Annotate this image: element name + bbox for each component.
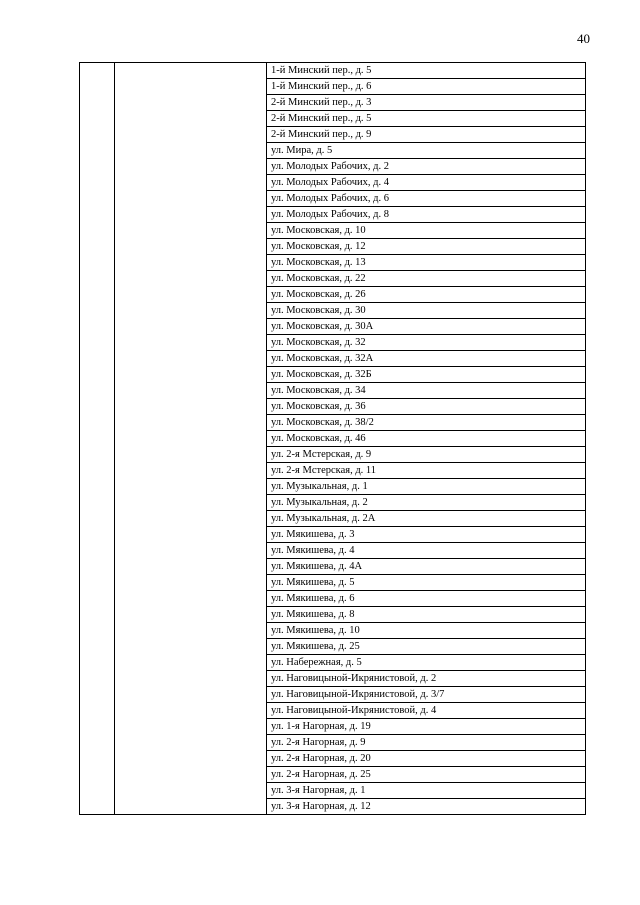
address-cell: ул. 1-я Нагорная, д. 19 (267, 719, 586, 735)
address-cell: ул. 2-я Нагорная, д. 25 (267, 767, 586, 783)
address-cell: ул. Мякишева, д. 6 (267, 591, 586, 607)
address-cell: ул. 3-я Нагорная, д. 12 (267, 799, 586, 815)
address-cell: ул. Московская, д. 10 (267, 223, 586, 239)
address-cell: ул. Московская, д. 32А (267, 351, 586, 367)
address-cell: ул. Московская, д. 46 (267, 431, 586, 447)
address-cell: ул. Московская, д. 38/2 (267, 415, 586, 431)
address-cell: ул. Московская, д. 26 (267, 287, 586, 303)
empty-number-cell (80, 63, 115, 815)
address-cell: ул. Московская, д. 30 (267, 303, 586, 319)
address-cell: ул. Музыкальная, д. 1 (267, 479, 586, 495)
address-cell: ул. Мякишева, д. 8 (267, 607, 586, 623)
address-cell: ул. Мира, д. 5 (267, 143, 586, 159)
empty-name-cell (115, 63, 267, 815)
address-cell: 2-й Минский пер., д. 9 (267, 127, 586, 143)
address-cell: ул. Московская, д. 13 (267, 255, 586, 271)
address-cell: ул. Музыкальная, д. 2 (267, 495, 586, 511)
address-cell: 1-й Минский пер., д. 6 (267, 79, 586, 95)
table-row (80, 63, 586, 79)
address-cell: 1-й Минский пер., д. 5 (267, 63, 586, 79)
address-table (79, 62, 586, 815)
address-cell: ул. Московская, д. 22 (267, 271, 586, 287)
page-number: 40 (577, 31, 590, 46)
address-cell: ул. 3-я Нагорная, д. 1 (267, 783, 586, 799)
address-cell: ул. Наговицыной-Икрянистовой, д. 4 (267, 703, 586, 719)
address-table-body (80, 63, 586, 815)
address-cell: ул. Мякишева, д. 25 (267, 639, 586, 655)
address-cell: ул. Молодых Рабочих, д. 2 (267, 159, 586, 175)
address-cell: 2-й Минский пер., д. 3 (267, 95, 586, 111)
address-cell: ул. Московская, д. 34 (267, 383, 586, 399)
address-cell: ул. Мякишева, д. 10 (267, 623, 586, 639)
address-cell: ул. Мякишева, д. 4А (267, 559, 586, 575)
address-cell: ул. Мякишева, д. 5 (267, 575, 586, 591)
address-cell: ул. Наговицыной-Икрянистовой, д. 3/7 (267, 687, 586, 703)
address-cell: ул. 2-я Мстерская, д. 9 (267, 447, 586, 463)
address-cell: ул. Московская, д. 12 (267, 239, 586, 255)
address-cell: ул. Московская, д. 32 (267, 335, 586, 351)
address-cell: ул. 2-я Нагорная, д. 9 (267, 735, 586, 751)
address-cell: ул. Московская, д. 36 (267, 399, 586, 415)
address-cell: ул. Музыкальная, д. 2А (267, 511, 586, 527)
address-cell: ул. Мякишева, д. 3 (267, 527, 586, 543)
address-cell: ул. Набережная, д. 5 (267, 655, 586, 671)
address-cell: ул. 2-я Мстерская, д. 11 (267, 463, 586, 479)
address-cell: ул. Наговицыной-Икрянистовой, д. 2 (267, 671, 586, 687)
address-cell: ул. Молодых Рабочих, д. 6 (267, 191, 586, 207)
address-cell: ул. 2-я Нагорная, д. 20 (267, 751, 586, 767)
address-cell: ул. Московская, д. 30А (267, 319, 586, 335)
address-cell: ул. Мякишева, д. 4 (267, 543, 586, 559)
address-cell: 2-й Минский пер., д. 5 (267, 111, 586, 127)
address-cell: ул. Молодых Рабочих, д. 8 (267, 207, 586, 223)
address-cell: ул. Молодых Рабочих, д. 4 (267, 175, 586, 191)
address-cell: ул. Московская, д. 32Б (267, 367, 586, 383)
